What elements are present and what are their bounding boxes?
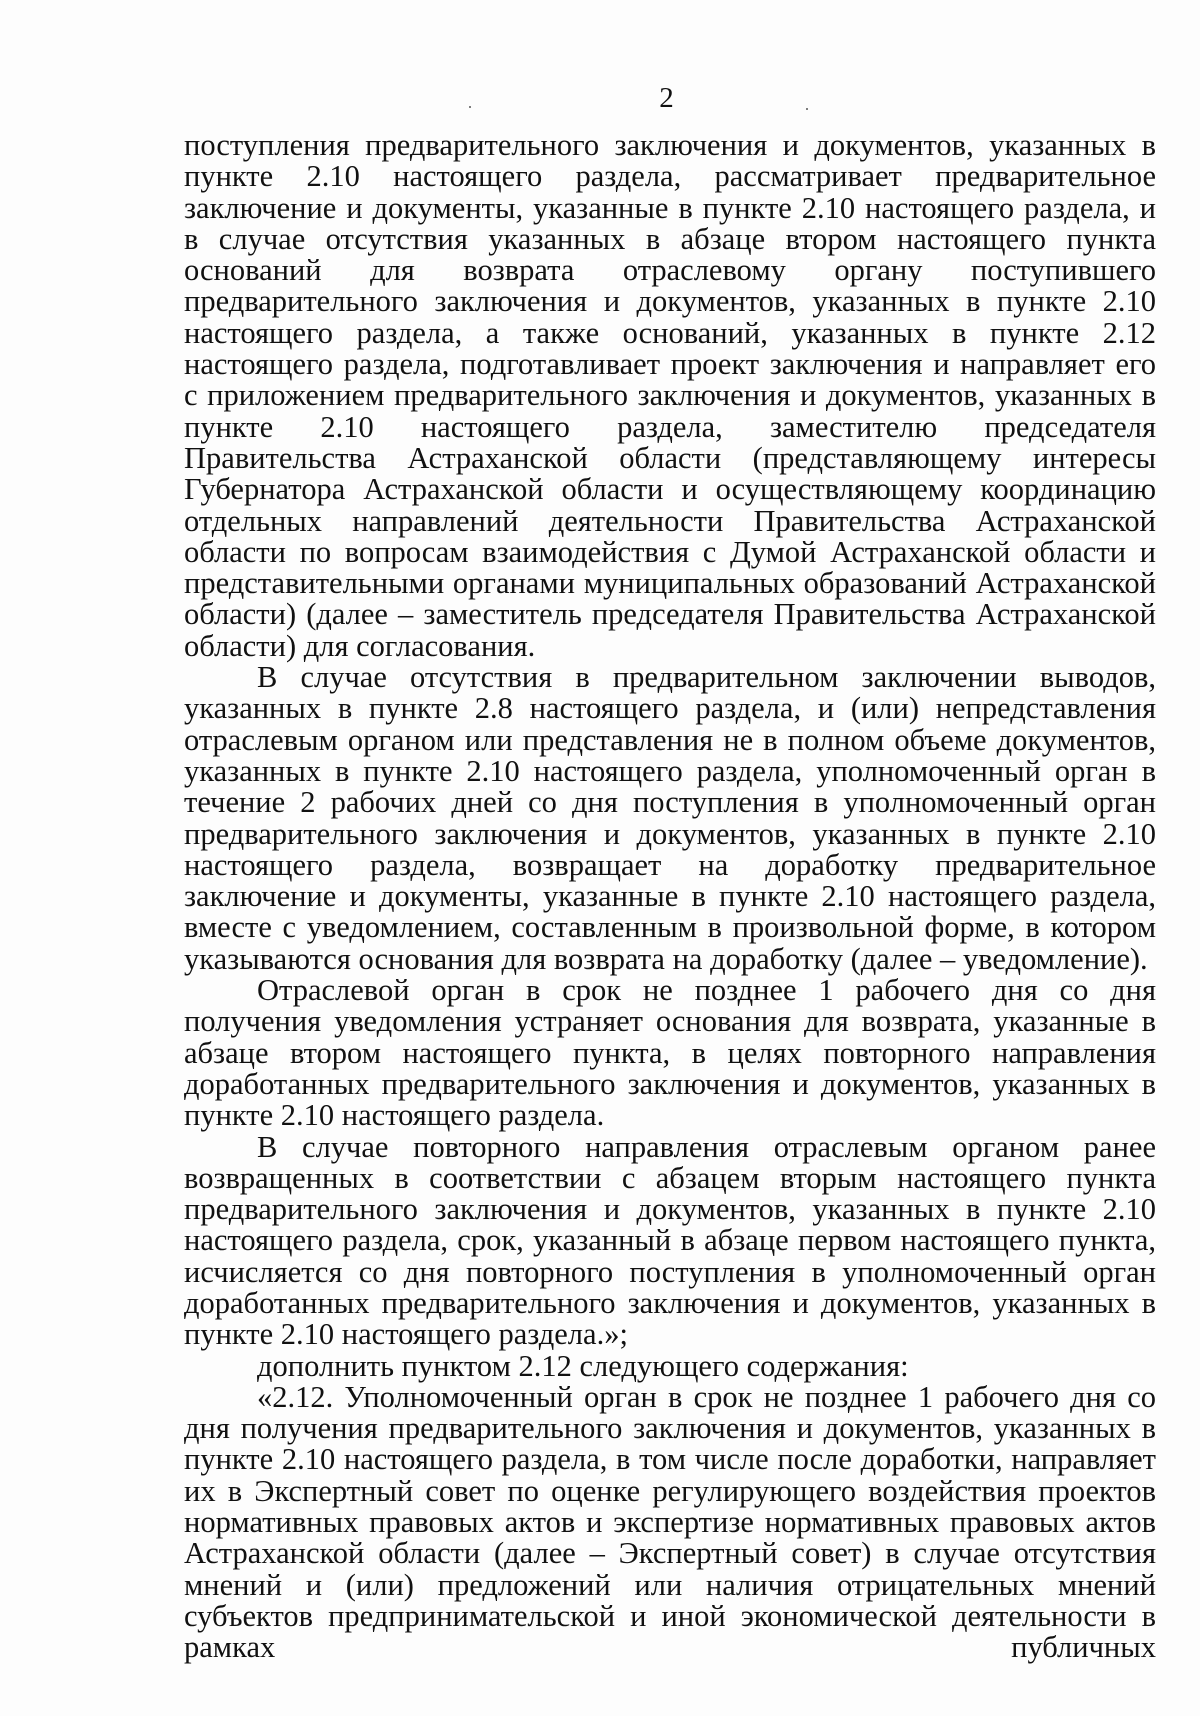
paragraph-clause-2-12: «2.12. Уполномоченный орган в срок не позднее 1 рабочего дня со дня получения предварительного заключения и документов, указанных в пункте 2.10 настоящего раздела, в том числе после доработки, направляет их в Экспертный совет по оценке регулирующего воздействия проектов нормативных правовых актов и экспертизе нормативных правовых актов Астраханской области (далее – Экспертный совет) в случае отсутствия мнений и (или) предложений или наличия отрицательных мнений субъектов предпринимательской и иной экономической деятельности в рамках публичных xyxy=(184,1379,1156,1665)
document-body xyxy=(184,130,1156,1664)
paragraph-amendment-instruction: дополнить пунктом 2.12 следующего содержания: xyxy=(257,1348,909,1383)
paragraph-sector-body-deadline: Отраслевой орган в срок не позднее 1 рабочего дня со дня получения уведомления устраняет основания для возврата, указанные в абзаце втором настоящего пункта, в целях повторного направления доработанных предварительного заключения и документов, указанных в пункте 2.10 настоящего раздела. xyxy=(184,973,1156,1133)
paragraph-return-for-revision: В случае отсутствия в предварительном заключении выводов, указанных в пункте 2.8 настоящего раздела, и (или) непредставления отраслевым органом или представления не в полном объеме документов, указанных в пункте 2.10 настоящего раздела, уполномоченный орган в течение 2 рабочих дней со дня поступления в уполномоченный орган предварительного заключения и документов, указанных в пункте 2.10 настоящего раздела, возвращает на доработку предварительное заключение и документы, указанные в пункте 2.10 настоящего раздела, вместе с уведомлением, составленным в произвольной форме, в котором указываются основания для возврата на доработку (далее – уведомление). xyxy=(184,660,1156,976)
paragraph-continuation: поступления предварительного заключения и документов, указанных в пункте 2.10 настоящего раздела, рассматривает предварительное заключение и документы, указанные в пункте 2.10 настоящего раздела, и в случае отсутствия указанных в абзаце втором настоящего пункта оснований для возврата отраслевому органу поступившего предварительного заключения и документов, указанных в пункте 2.10 настоящего раздела, а также оснований, указанных в пункте 2.12 настоящего раздела, подготавливает проект заключения и направляет его с приложением предварительного заключения и документов, указанных в пункте 2.10 настоящего раздела, заместителю председателя Правительства Астраханской области (представляющему интересы Губернатора Астраханской области и осуществляющему координацию отдельных направлений деятельности Правительства Астраханской области по вопросам взаимодействия с Думой Астраханской области и представительными органами муниципальных образований Астраханской области) (далее – заместитель председателя Правительства Астраханской области) для согласования. xyxy=(184,128,1156,663)
page-number: 2 xyxy=(659,82,674,114)
paragraph-repeated-submission: В случае повторного направления отраслевым органом ранее возвращенных в соответствии с абзацем вторым настоящего пункта предварительного заключения и документов, указанных в пункте 2.10 настоящего раздела, срок, указанный в абзаце первом настоящего пункта, исчисляется со дня повторного поступления в уполномоченный орган доработанных предварительного заключения и документов, указанных в пункте 2.10 настоящего раздела.»; xyxy=(184,1129,1156,1352)
